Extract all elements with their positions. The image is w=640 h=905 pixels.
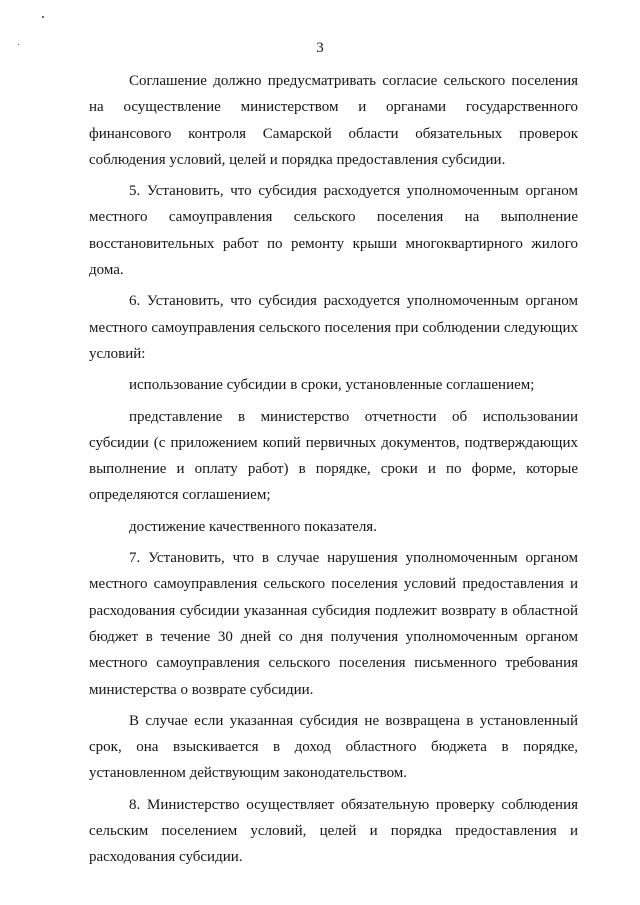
paragraph-condition-3: достижение качественного показателя. bbox=[129, 518, 377, 535]
page-number: 3 bbox=[316, 40, 324, 56]
scan-speck bbox=[42, 16, 44, 18]
paragraph-item-5: 5. Установить, что субсидия расходуется уполномоченным органом местного самоуправления сельского поселения на выполнение восстановительных работ по ремонту крыши многоквартирного жилого дома. bbox=[89, 183, 578, 279]
document-body bbox=[89, 68, 578, 876]
paragraph-item-8: 8. Министерство осуществляет обязательную проверку соблюдения сельским поселением условий, целей и порядка предоставления и расходования субсидии. bbox=[89, 796, 578, 866]
paragraph-agreement-consent: Соглашение должно предусматривать согласие сельского поселения на осуществление министерством и органами государственного финансового контроля Самарской области обязательных проверок соблюдения условий, целей и порядка предоставления субсидии. bbox=[89, 73, 578, 168]
paragraph-item-7: 7. Установить, что в случае нарушения уполномоченным органом местного самоуправления сельского поселения условий предоставления и расходования субсидии указанная субсидия подлежит возврату в областной бюджет в течение 30 дней со дня получения уполномоченным органом местного самоуправления сельского поселения письменного требования министерства о возврате субсидии. bbox=[89, 550, 578, 698]
paragraph-condition-1: использование субсидии в сроки, установленные соглашением; bbox=[129, 377, 535, 394]
paragraph-condition-2: представление в министерство отчетности об использовании субсидии (с приложением копий первичных документов, подтверждающих выполнение и оплату работ) в порядке, сроки и по форме, которые определяются соглашением; bbox=[89, 408, 578, 504]
paragraph-refund-recovery: В случае если указанная субсидия не возвращена в установленный срок, она взыскивается в доход областного бюджета в порядке, установленном действующим законодательством. bbox=[89, 712, 578, 782]
paragraph-item-6: 6. Установить, что субсидия расходуется уполномоченным органом местного самоуправления сельского поселения при соблюдении следующих условий: bbox=[89, 293, 578, 362]
